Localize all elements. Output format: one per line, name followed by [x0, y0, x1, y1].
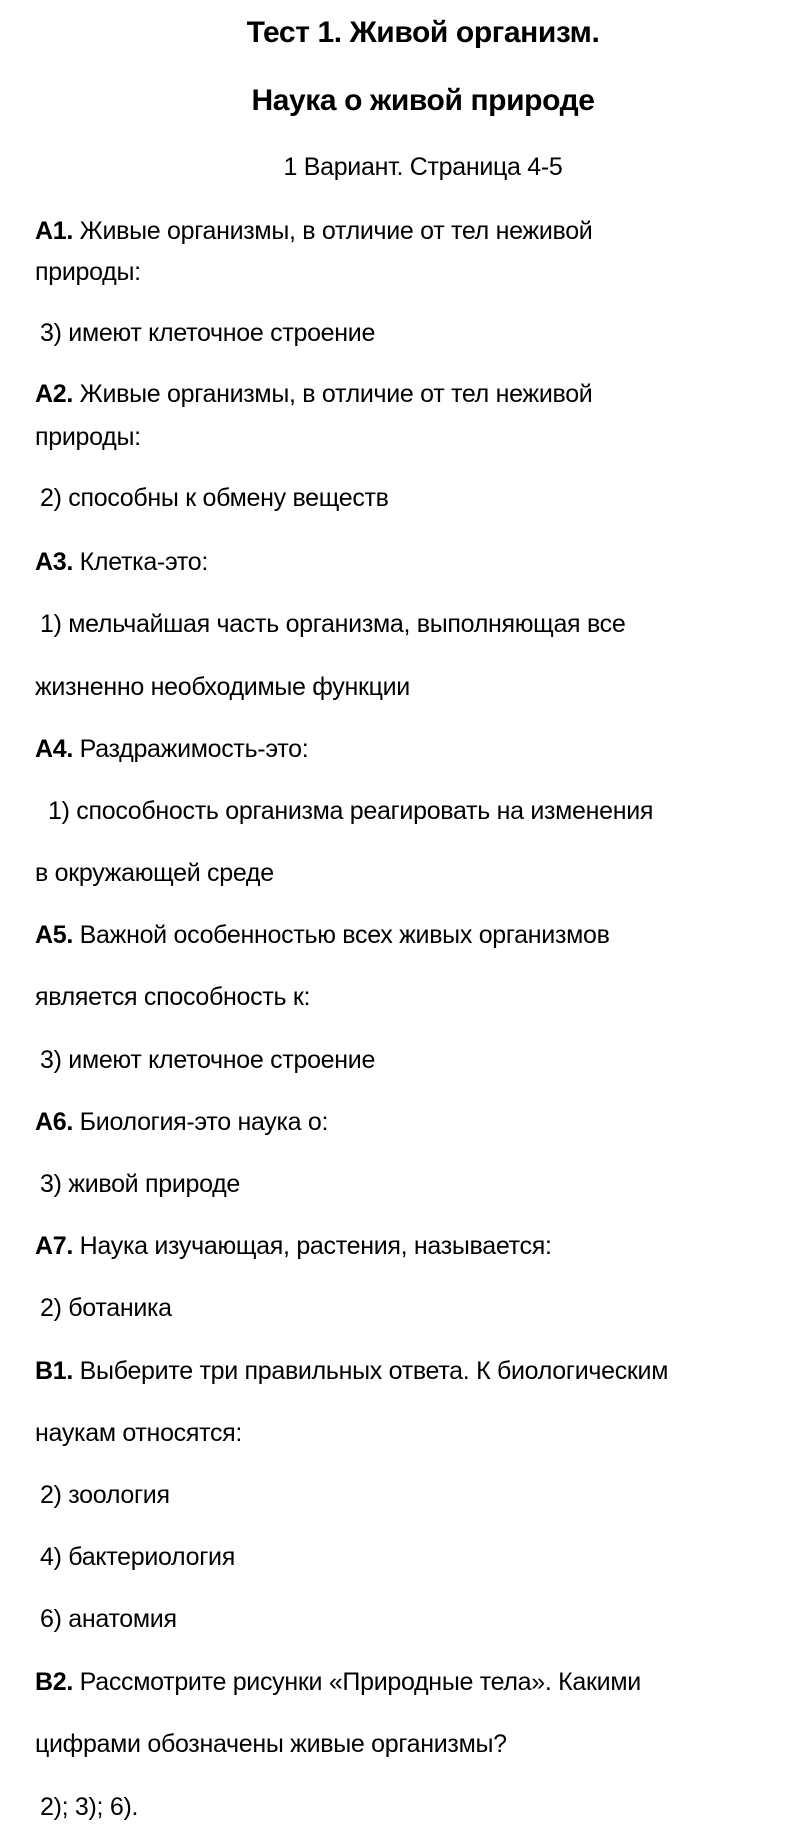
question-a3	[35, 542, 208, 582]
answer: 3) имеют клеточное строение	[40, 319, 376, 347]
question-number: A6.	[35, 1108, 74, 1136]
question-a5	[35, 915, 610, 955]
answer: 6) анатомия	[40, 1605, 177, 1633]
question-number: A7.	[35, 1232, 74, 1260]
question-text: Клетка-это:	[79, 548, 208, 576]
question-number: B2.	[35, 1668, 74, 1696]
question-number: A4.	[35, 735, 74, 763]
question-text-continued: наукам относятся:	[35, 1419, 243, 1447]
answer: 1) мельчайшая часть организма, выполняющая все	[40, 610, 626, 638]
question-text: Выберите три правильных ответа. К биологическим	[79, 1357, 669, 1385]
answer: 2) зоология	[40, 1481, 170, 1509]
answer-continued: в окружающей среде	[35, 859, 274, 887]
answer: 3) живой природе	[40, 1170, 241, 1198]
question-text: Биология-это наука о:	[79, 1108, 329, 1136]
answer: 2); 3); 6).	[40, 1793, 139, 1821]
question-number: A5.	[35, 921, 74, 949]
question-number: B1.	[35, 1357, 74, 1385]
question-number: A2.	[35, 380, 74, 408]
question-text-continued: является способность к:	[35, 983, 311, 1011]
question-b1	[35, 1351, 668, 1391]
question-text-continued: цифрами обозначены живые организмы?	[35, 1730, 507, 1758]
question-a1	[35, 211, 592, 251]
question-a2	[35, 374, 592, 414]
question-text: Важной особенностью всех живых организмов	[79, 921, 610, 949]
page-subtitle: 1 Вариант. Страница 4-5	[283, 153, 563, 181]
question-number: A1.	[35, 217, 74, 245]
answer: 3) имеют клеточное строение	[40, 1046, 376, 1074]
question-text: Живые организмы, в отличие от тел неживой	[79, 217, 593, 245]
question-a7	[35, 1226, 552, 1266]
question-text-continued: природы:	[35, 423, 141, 451]
question-text: Живые организмы, в отличие от тел неживой	[79, 380, 593, 408]
page-title-line-2: Наука о живой природе	[251, 84, 595, 117]
page-title-line-1: Тест 1. Живой организм.	[246, 16, 600, 49]
question-text: Раздражимость-это:	[79, 735, 309, 763]
question-text-continued: природы:	[35, 258, 141, 286]
question-a6	[35, 1102, 328, 1142]
question-a4	[35, 729, 308, 769]
answer: 4) бактериология	[40, 1543, 235, 1571]
answer: 2) способны к обмену веществ	[40, 484, 389, 512]
question-text: Наука изучающая, растения, называется:	[79, 1232, 552, 1260]
question-text: Рассмотрите рисунки «Природные тела». Какими	[79, 1668, 641, 1696]
answer-continued: жизненно необходимые функции	[35, 673, 410, 701]
question-number: A3.	[35, 548, 74, 576]
answer: 1) способность организма реагировать на изменения	[48, 797, 654, 825]
question-b2	[35, 1662, 641, 1702]
answer: 2) ботаника	[40, 1294, 172, 1322]
